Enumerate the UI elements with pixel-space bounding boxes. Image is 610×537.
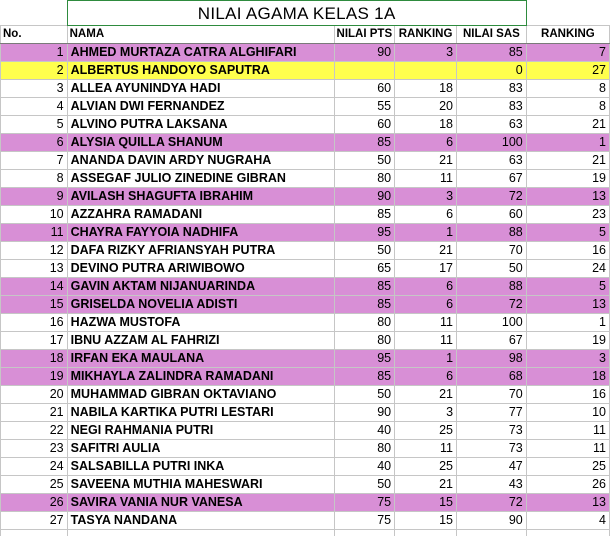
cell-nilai-sas[interactable]: 70 bbox=[457, 386, 527, 404]
table-row bbox=[1, 98, 610, 116]
cell-nilai-pts[interactable]: 85 bbox=[334, 134, 395, 152]
cell-no[interactable]: 15 bbox=[1, 296, 68, 314]
cell-ranking-sas[interactable]: 23 bbox=[526, 206, 609, 224]
cell-nama[interactable]: IRFAN EKA MAULANA bbox=[67, 350, 334, 368]
cell-no[interactable]: 26 bbox=[1, 494, 68, 512]
cell-nilai-pts[interactable]: 65 bbox=[334, 260, 395, 278]
empty-cell[interactable] bbox=[457, 530, 527, 537]
table-row bbox=[1, 422, 610, 440]
cell-nilai-sas[interactable]: 63 bbox=[457, 152, 527, 170]
cell-ranking-pts[interactable]: 20 bbox=[395, 98, 457, 116]
cell-nilai-pts[interactable]: 80 bbox=[334, 314, 395, 332]
cell-nilai-pts[interactable]: 90 bbox=[334, 44, 395, 62]
cell-ranking-sas[interactable]: 27 bbox=[526, 62, 609, 80]
cell-ranking-pts[interactable]: 6 bbox=[395, 134, 457, 152]
cell-no[interactable]: 21 bbox=[1, 404, 68, 422]
header-row bbox=[1, 26, 610, 44]
cell-nama[interactable]: AHMED MURTAZA CATRA ALGHIFARI bbox=[67, 44, 334, 62]
cell-nilai-pts[interactable]: 50 bbox=[334, 242, 395, 260]
cell-no[interactable]: 7 bbox=[1, 152, 68, 170]
cell-ranking-pts[interactable]: 21 bbox=[395, 242, 457, 260]
cell-nama[interactable]: ALYSIA QUILLA SHANUM bbox=[67, 134, 334, 152]
cell-no[interactable]: 3 bbox=[1, 80, 68, 98]
cell-nilai-sas[interactable]: 63 bbox=[457, 116, 527, 134]
cell-nama[interactable]: ALVIAN DWI FERNANDEZ bbox=[67, 98, 334, 116]
cell-ranking-sas[interactable]: 5 bbox=[526, 278, 609, 296]
table-row bbox=[1, 530, 610, 537]
cell-nama[interactable]: SAFITRI AULIA bbox=[67, 440, 334, 458]
cell-nilai-pts[interactable]: 75 bbox=[334, 512, 395, 530]
cell-ranking-sas[interactable]: 13 bbox=[526, 296, 609, 314]
table-row bbox=[1, 314, 610, 332]
table-row bbox=[1, 242, 610, 260]
empty-cell[interactable] bbox=[67, 530, 334, 537]
cell-no[interactable]: 9 bbox=[1, 188, 68, 206]
cell-no[interactable]: 20 bbox=[1, 386, 68, 404]
cell-nama[interactable]: ALLEA AYUNINDYA HADI bbox=[67, 80, 334, 98]
table-row bbox=[1, 224, 610, 242]
cell-nilai-sas[interactable]: 72 bbox=[457, 494, 527, 512]
cell-nilai-pts[interactable]: 55 bbox=[334, 98, 395, 116]
cell-nama[interactable]: AVILASH SHAGUFTA IBRAHIM bbox=[67, 188, 334, 206]
cell-ranking-pts[interactable]: 15 bbox=[395, 494, 457, 512]
title-row bbox=[1, 1, 610, 26]
title-blank-cell[interactable] bbox=[1, 1, 68, 26]
cell-ranking-sas[interactable]: 11 bbox=[526, 440, 609, 458]
cell-ranking-pts[interactable]: 17 bbox=[395, 260, 457, 278]
cell-nama[interactable]: ASSEGAF JULIO ZINEDINE GIBRAN bbox=[67, 170, 334, 188]
table-row bbox=[1, 350, 610, 368]
cell-nilai-pts[interactable]: 50 bbox=[334, 152, 395, 170]
cell-no[interactable]: 16 bbox=[1, 314, 68, 332]
cell-nilai-sas[interactable]: 67 bbox=[457, 332, 527, 350]
cell-nama[interactable]: HAZWA MUSTOFA bbox=[67, 314, 334, 332]
cell-nilai-sas[interactable]: 60 bbox=[457, 206, 527, 224]
header-ranking-sas[interactable]: RANKING bbox=[526, 26, 609, 44]
cell-nilai-sas[interactable]: 100 bbox=[457, 314, 527, 332]
empty-cell[interactable] bbox=[526, 530, 609, 537]
cell-nilai-pts[interactable]: 95 bbox=[334, 350, 395, 368]
table-row bbox=[1, 44, 610, 62]
cell-ranking-pts[interactable]: 1 bbox=[395, 224, 457, 242]
table-row bbox=[1, 476, 610, 494]
cell-nilai-sas[interactable]: 90 bbox=[457, 512, 527, 530]
table-row bbox=[1, 494, 610, 512]
cell-no[interactable]: 24 bbox=[1, 458, 68, 476]
cell-nilai-sas[interactable]: 100 bbox=[457, 134, 527, 152]
cell-no[interactable]: 6 bbox=[1, 134, 68, 152]
cell-ranking-sas[interactable]: 21 bbox=[526, 116, 609, 134]
cell-ranking-sas[interactable]: 13 bbox=[526, 188, 609, 206]
cell-ranking-pts[interactable]: 3 bbox=[395, 188, 457, 206]
cell-nama[interactable]: IBNU AZZAM AL FAHRIZI bbox=[67, 332, 334, 350]
table-row bbox=[1, 170, 610, 188]
cell-ranking-pts[interactable]: 6 bbox=[395, 206, 457, 224]
cell-nilai-pts[interactable]: 85 bbox=[334, 368, 395, 386]
cell-nilai-sas[interactable]: 73 bbox=[457, 440, 527, 458]
cell-no[interactable]: 8 bbox=[1, 170, 68, 188]
cell-nilai-sas[interactable]: 43 bbox=[457, 476, 527, 494]
table-row bbox=[1, 80, 610, 98]
cell-nilai-sas[interactable]: 68 bbox=[457, 368, 527, 386]
cell-ranking-sas[interactable]: 21 bbox=[526, 152, 609, 170]
table-row bbox=[1, 458, 610, 476]
cell-nilai-sas[interactable]: 98 bbox=[457, 350, 527, 368]
cell-ranking-pts[interactable]: 6 bbox=[395, 296, 457, 314]
header-nilai-sas[interactable]: NILAI SAS bbox=[457, 26, 527, 44]
cell-ranking-sas[interactable]: 11 bbox=[526, 422, 609, 440]
cell-ranking-sas[interactable]: 18 bbox=[526, 368, 609, 386]
table-row bbox=[1, 404, 610, 422]
cell-nilai-pts[interactable]: 75 bbox=[334, 494, 395, 512]
cell-ranking-pts[interactable]: 18 bbox=[395, 80, 457, 98]
cell-nama[interactable]: MUHAMMAD GIBRAN OKTAVIANO bbox=[67, 386, 334, 404]
cell-nilai-pts[interactable]: 95 bbox=[334, 224, 395, 242]
cell-nilai-pts[interactable]: 60 bbox=[334, 116, 395, 134]
cell-ranking-pts[interactable]: 21 bbox=[395, 152, 457, 170]
cell-nama[interactable]: TASYA NANDANA bbox=[67, 512, 334, 530]
cell-nilai-pts[interactable]: 50 bbox=[334, 476, 395, 494]
header-nama[interactable]: NAMA bbox=[67, 26, 334, 44]
cell-nilai-sas[interactable]: 83 bbox=[457, 98, 527, 116]
cell-nilai-sas[interactable]: 73 bbox=[457, 422, 527, 440]
cell-ranking-sas[interactable]: 16 bbox=[526, 242, 609, 260]
cell-nilai-pts[interactable]: 80 bbox=[334, 332, 395, 350]
header-nilai-pts[interactable]: NILAI PTS bbox=[334, 26, 395, 44]
table-row bbox=[1, 440, 610, 458]
cell-nama[interactable]: GRISELDA NOVELIA ADISTI bbox=[67, 296, 334, 314]
cell-nilai-sas[interactable]: 47 bbox=[457, 458, 527, 476]
table-row bbox=[1, 188, 610, 206]
cell-ranking-sas[interactable]: 24 bbox=[526, 260, 609, 278]
cell-nilai-pts[interactable]: 40 bbox=[334, 422, 395, 440]
cell-ranking-pts[interactable]: 3 bbox=[395, 44, 457, 62]
cell-no[interactable]: 23 bbox=[1, 440, 68, 458]
cell-ranking-sas[interactable]: 26 bbox=[526, 476, 609, 494]
table-row bbox=[1, 512, 610, 530]
sheet-title[interactable]: NILAI AGAMA KELAS 1A bbox=[67, 1, 526, 26]
cell-ranking-pts[interactable]: 1 bbox=[395, 350, 457, 368]
table-row bbox=[1, 296, 610, 314]
table-row bbox=[1, 152, 610, 170]
cell-no[interactable]: 5 bbox=[1, 116, 68, 134]
cell-no[interactable]: 14 bbox=[1, 278, 68, 296]
cell-ranking-sas[interactable]: 16 bbox=[526, 386, 609, 404]
cell-no[interactable]: 22 bbox=[1, 422, 68, 440]
cell-nama[interactable]: DEVINO PUTRA ARIWIBOWO bbox=[67, 260, 334, 278]
cell-no[interactable]: 2 bbox=[1, 62, 68, 80]
cell-no[interactable]: 18 bbox=[1, 350, 68, 368]
cell-nilai-sas[interactable]: 85 bbox=[457, 44, 527, 62]
cell-no[interactable]: 11 bbox=[1, 224, 68, 242]
cell-ranking-sas[interactable]: 19 bbox=[526, 170, 609, 188]
cell-ranking-sas[interactable]: 13 bbox=[526, 494, 609, 512]
cell-nama[interactable]: SALSABILLA PUTRI INKA bbox=[67, 458, 334, 476]
empty-cell[interactable] bbox=[1, 530, 68, 537]
cell-nilai-pts[interactable] bbox=[334, 62, 395, 80]
cell-nama[interactable]: CHAYRA FAYYOIA NADHIFA bbox=[67, 224, 334, 242]
cell-no[interactable]: 1 bbox=[1, 44, 68, 62]
cell-ranking-pts[interactable]: 3 bbox=[395, 404, 457, 422]
cell-nama[interactable]: NEGI RAHMANIA PUTRI bbox=[67, 422, 334, 440]
table-row bbox=[1, 116, 610, 134]
cell-nilai-sas[interactable]: 0 bbox=[457, 62, 527, 80]
cell-ranking-pts[interactable]: 25 bbox=[395, 458, 457, 476]
cell-nilai-pts[interactable]: 90 bbox=[334, 404, 395, 422]
cell-ranking-sas[interactable]: 25 bbox=[526, 458, 609, 476]
cell-ranking-pts[interactable] bbox=[395, 62, 457, 80]
cell-ranking-pts[interactable]: 11 bbox=[395, 332, 457, 350]
cell-nilai-sas[interactable]: 67 bbox=[457, 170, 527, 188]
cell-no[interactable]: 12 bbox=[1, 242, 68, 260]
cell-nilai-pts[interactable]: 60 bbox=[334, 80, 395, 98]
cell-nilai-pts[interactable]: 80 bbox=[334, 440, 395, 458]
header-ranking-pts[interactable]: RANKING bbox=[395, 26, 457, 44]
header-no[interactable]: No. bbox=[1, 26, 68, 44]
cell-ranking-sas[interactable]: 7 bbox=[526, 44, 609, 62]
cell-nilai-sas[interactable]: 88 bbox=[457, 224, 527, 242]
cell-ranking-sas[interactable]: 1 bbox=[526, 134, 609, 152]
cell-ranking-sas[interactable]: 1 bbox=[526, 314, 609, 332]
table-row bbox=[1, 386, 610, 404]
cell-ranking-sas[interactable]: 4 bbox=[526, 512, 609, 530]
cell-nama[interactable]: ALBERTUS HANDOYO SAPUTRA bbox=[67, 62, 334, 80]
cell-no[interactable]: 19 bbox=[1, 368, 68, 386]
cell-no[interactable]: 17 bbox=[1, 332, 68, 350]
cell-ranking-pts[interactable]: 6 bbox=[395, 278, 457, 296]
cell-nama[interactable]: ALVINO PUTRA LAKSANA bbox=[67, 116, 334, 134]
cell-nama[interactable]: MIKHAYLA ZALINDRA RAMADANI bbox=[67, 368, 334, 386]
cell-nama[interactable]: DAFA RIZKY AFRIANSYAH PUTRA bbox=[67, 242, 334, 260]
empty-cell[interactable] bbox=[395, 530, 457, 537]
cell-nilai-pts[interactable]: 85 bbox=[334, 296, 395, 314]
cell-no[interactable]: 10 bbox=[1, 206, 68, 224]
cell-no[interactable]: 27 bbox=[1, 512, 68, 530]
cell-ranking-sas[interactable]: 3 bbox=[526, 350, 609, 368]
table-row bbox=[1, 332, 610, 350]
cell-ranking-sas[interactable]: 5 bbox=[526, 224, 609, 242]
cell-nilai-pts[interactable]: 85 bbox=[334, 206, 395, 224]
cell-no[interactable]: 13 bbox=[1, 260, 68, 278]
cell-nilai-sas[interactable]: 72 bbox=[457, 296, 527, 314]
table-row bbox=[1, 260, 610, 278]
cell-ranking-sas[interactable]: 19 bbox=[526, 332, 609, 350]
cell-ranking-sas[interactable]: 10 bbox=[526, 404, 609, 422]
cell-nilai-sas[interactable]: 72 bbox=[457, 188, 527, 206]
cell-ranking-pts[interactable]: 6 bbox=[395, 368, 457, 386]
cell-nama[interactable]: NABILA KARTIKA PUTRI LESTARI bbox=[67, 404, 334, 422]
empty-cell[interactable] bbox=[334, 530, 395, 537]
cell-nilai-pts[interactable]: 85 bbox=[334, 278, 395, 296]
cell-ranking-pts[interactable]: 25 bbox=[395, 422, 457, 440]
cell-ranking-pts[interactable]: 18 bbox=[395, 116, 457, 134]
cell-nilai-pts[interactable]: 90 bbox=[334, 188, 395, 206]
cell-nama[interactable]: SAVIRA VANIA NUR VANESA bbox=[67, 494, 334, 512]
title-blank-cell[interactable] bbox=[526, 1, 609, 26]
cell-no[interactable]: 25 bbox=[1, 476, 68, 494]
cell-nama[interactable]: GAVIN AKTAM NIJANUARINDA bbox=[67, 278, 334, 296]
cell-nilai-sas[interactable]: 77 bbox=[457, 404, 527, 422]
cell-nilai-pts[interactable]: 40 bbox=[334, 458, 395, 476]
cell-nilai-sas[interactable]: 88 bbox=[457, 278, 527, 296]
table-row bbox=[1, 206, 610, 224]
cell-nilai-sas[interactable]: 70 bbox=[457, 242, 527, 260]
cell-ranking-sas[interactable]: 8 bbox=[526, 98, 609, 116]
table-row bbox=[1, 134, 610, 152]
table-row bbox=[1, 368, 610, 386]
cell-ranking-pts[interactable]: 15 bbox=[395, 512, 457, 530]
cell-nilai-pts[interactable]: 50 bbox=[334, 386, 395, 404]
cell-no[interactable]: 4 bbox=[1, 98, 68, 116]
cell-nilai-sas[interactable]: 83 bbox=[457, 80, 527, 98]
cell-ranking-pts[interactable]: 11 bbox=[395, 170, 457, 188]
cell-nilai-pts[interactable]: 80 bbox=[334, 170, 395, 188]
cell-ranking-sas[interactable]: 8 bbox=[526, 80, 609, 98]
cell-ranking-pts[interactable]: 21 bbox=[395, 386, 457, 404]
table-row bbox=[1, 278, 610, 296]
cell-ranking-pts[interactable]: 11 bbox=[395, 314, 457, 332]
table-row bbox=[1, 62, 610, 80]
cell-nama[interactable]: AZZAHRA RAMADANI bbox=[67, 206, 334, 224]
cell-nama[interactable]: SAVEENA MUTHIA MAHESWARI bbox=[67, 476, 334, 494]
cell-ranking-pts[interactable]: 21 bbox=[395, 476, 457, 494]
cell-ranking-pts[interactable]: 11 bbox=[395, 440, 457, 458]
cell-nama[interactable]: ANANDA DAVIN ARDY NUGRAHA bbox=[67, 152, 334, 170]
cell-nilai-sas[interactable]: 50 bbox=[457, 260, 527, 278]
